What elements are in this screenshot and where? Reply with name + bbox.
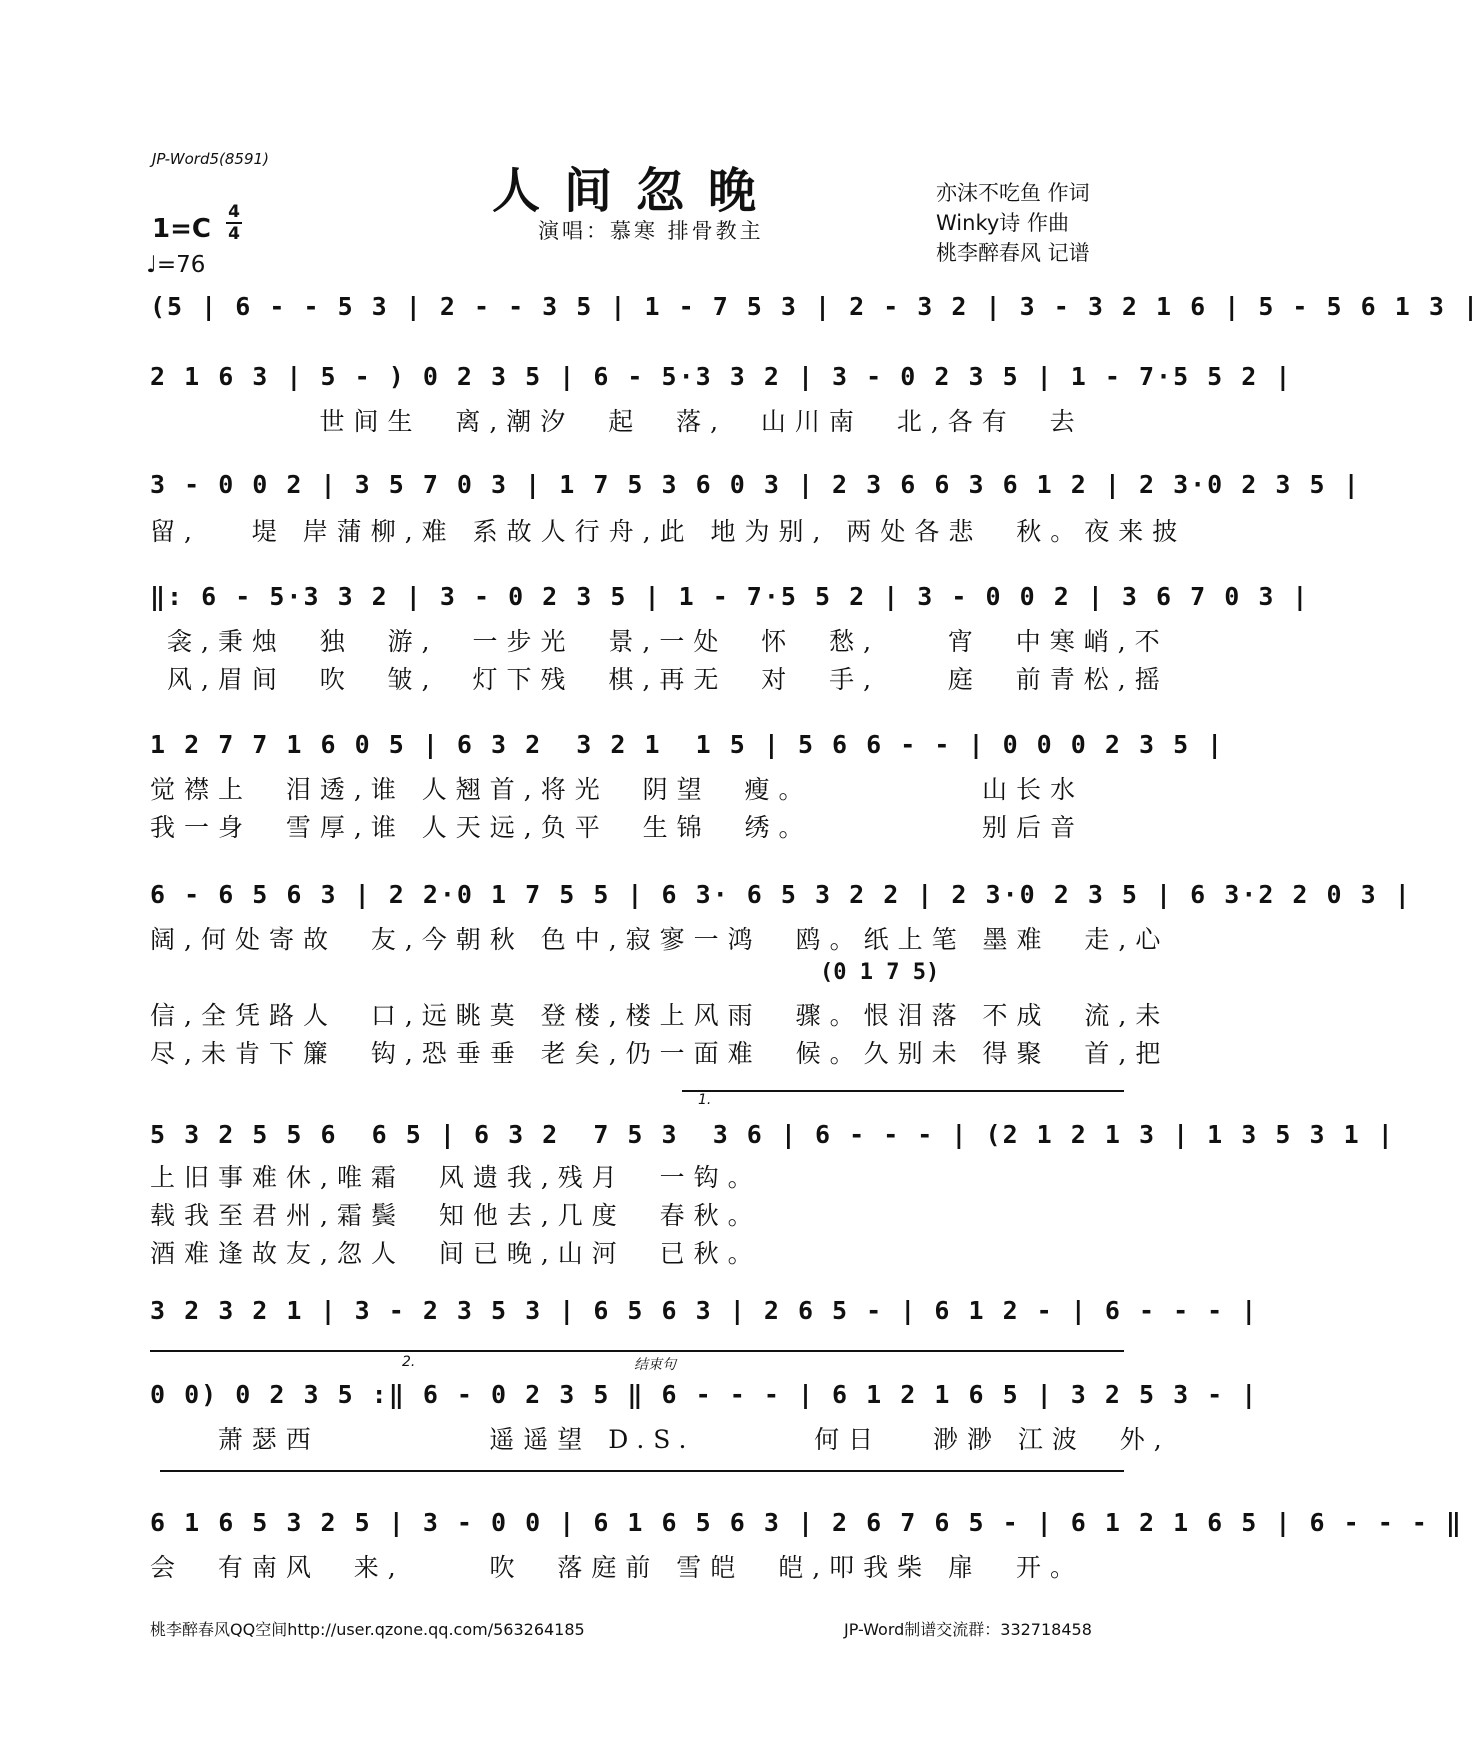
volta-2-label: 2. (402, 1354, 416, 1370)
ending-rule (160, 1470, 1124, 1472)
page-title: 人间忽晚 (491, 163, 780, 219)
source-label: JP-Word5(8591) (152, 150, 269, 168)
tempo-marking: ♩=76 (146, 252, 206, 278)
lyric-row-10: 会 有南风 来, 吹 落庭前 雪皑 皑,叩我柴 扉 开。 (150, 1553, 1084, 1582)
music-row-2: 2 1 6 3 | 5 - ) 0 2 3 5 | 6 - 5·3 3 2 | 3 - 0 2 3 5 | 1 - 7·5 5 2 | (150, 362, 1293, 391)
lyric-row-7c: 酒难逢故友,忽人 间已晚,山河 已秋。 (150, 1239, 762, 1268)
lyric-row-5b: 我一身 雪厚,谁 人天远,负平 生锦 绣。 别后音 (150, 813, 1084, 842)
lyric-row-7a: 上旧事难休,唯霜 风遗我,残月 一钩。 (150, 1163, 762, 1192)
music-row-7: 5 3 2 5 5 6 6 5 | 6 3 2 7 5 3 3 6 | 6 - - - | (2 1 2 1 3 | 1 3 5 3 1 | (150, 1120, 1395, 1149)
music-row-10: 6 1 6 5 3 2 5 | 3 - 0 0 | 6 1 6 5 6 3 | 2 6 7 6 5 - | 6 1 2 1 6 5 | 6 - - - ‖ (150, 1508, 1463, 1537)
volta-1-label: 1. (698, 1092, 712, 1108)
music-row-8: 3 2 3 2 1 | 3 - 2 3 5 3 | 6 5 6 3 | 2 6 5 - | 6 1 2 - | 6 - - - | (150, 1296, 1259, 1325)
time-signature-bottom: 4 (228, 224, 240, 244)
lyric-row-7b: 载我至君州,霜鬓 知他去,几度 春秋。 (150, 1201, 762, 1230)
lyric-row-6a: 阔,何处寄故 友,今朝秋 色中,寂寥一鸿 鸥。纸上笔 墨难 走,心 (150, 925, 1170, 954)
footer-link: 桃李醉春风QQ空间http://user.qzone.qq.com/563264185 (150, 1620, 585, 1639)
time-signature-top: 4 (228, 202, 240, 222)
music-row-4: ‖: 6 - 5·3 3 2 | 3 - 0 2 3 5 | 1 - 7·5 5 2 | 3 - 0 0 2 | 3 6 7 0 3 | (150, 582, 1310, 611)
transcriber-credit: 桃李醉春风 记谱 (936, 241, 1090, 265)
lyricist-credit: 亦沫不吃鱼 作词 (936, 181, 1090, 205)
footer-group: JP-Word制谱交流群：332718458 (844, 1620, 1092, 1639)
lyric-row-2: 世间生 离,潮汐 起 落, 山川南 北,各有 去 (150, 407, 1084, 436)
parenthetical-notes: (0 1 7 5) (820, 960, 940, 985)
lyric-row-6b: 信,全凭路人 口,远眺莫 登楼,楼上风雨 骤。恨泪落 不成 流,未 (150, 1001, 1170, 1030)
coda-label: 结束句 (634, 1357, 676, 1373)
lyric-row-3: 留, 堤 岸蒲柳,难 系故人行舟,此 地为别, 两处各悲 秋。夜来披 (150, 517, 1187, 546)
lyric-row-5a: 觉襟上 泪透,谁 人翘首,将光 阴望 瘦。 山长水 (150, 775, 1084, 804)
lyric-row-4b: 风,眉间 吹 皱, 灯下残 棋,再无 对 手, 庭 前青松,摇 (150, 665, 1169, 694)
music-row-1: (5 | 6 - - 5 3 | 2 - - 3 5 | 1 - 7 5 3 | 2 - 3 2 | 3 - 3 2 1 6 | 5 - 5 6 1 3 | (150, 292, 1480, 321)
music-row-9: 0 0) 0 2 3 5 :‖ 6 - 0 2 3 5 ‖ 6 - - - | 6 1 2 1 6 5 | 3 2 5 3 - | (150, 1380, 1259, 1409)
lyric-row-9: 萧瑟西 遥遥望 D.S. 何日 渺渺 江波 外, (150, 1425, 1171, 1454)
section-rule (150, 1350, 1124, 1352)
music-row-5: 1 2 7 7 1 6 0 5 | 6 3 2 3 2 1 1 5 | 5 6 6 - - | 0 0 0 2 3 5 | (150, 730, 1225, 759)
time-signature (226, 204, 242, 242)
singer-credit: 演唱：慕寒 排骨教主 (538, 219, 764, 243)
lyric-row-6c: 尽,未肯下簾 钩,恐垂垂 老矣,仍一面难 候。久别未 得聚 首,把 (150, 1039, 1170, 1068)
credits-block (936, 178, 1090, 268)
music-row-3: 3 - 0 0 2 | 3 5 7 0 3 | 1 7 5 3 6 0 3 | 2 3 6 6 3 6 1 2 | 2 3·0 2 3 5 | (150, 470, 1361, 499)
volta-1-bracket (682, 1090, 1124, 1092)
composer-credit: Winky诗 作曲 (936, 211, 1069, 235)
key-signature: 1=C (152, 214, 211, 244)
music-row-6: 6 - 6 5 6 3 | 2 2·0 1 7 5 5 | 6 3· 6 5 3 2 2 | 2 3·0 2 3 5 | 6 3·2 2 0 3 | (150, 880, 1412, 909)
lyric-row-4a: 衾,秉烛 独 游, 一步光 景,一处 怀 愁, 宵 中寒峭,不 (150, 627, 1169, 656)
